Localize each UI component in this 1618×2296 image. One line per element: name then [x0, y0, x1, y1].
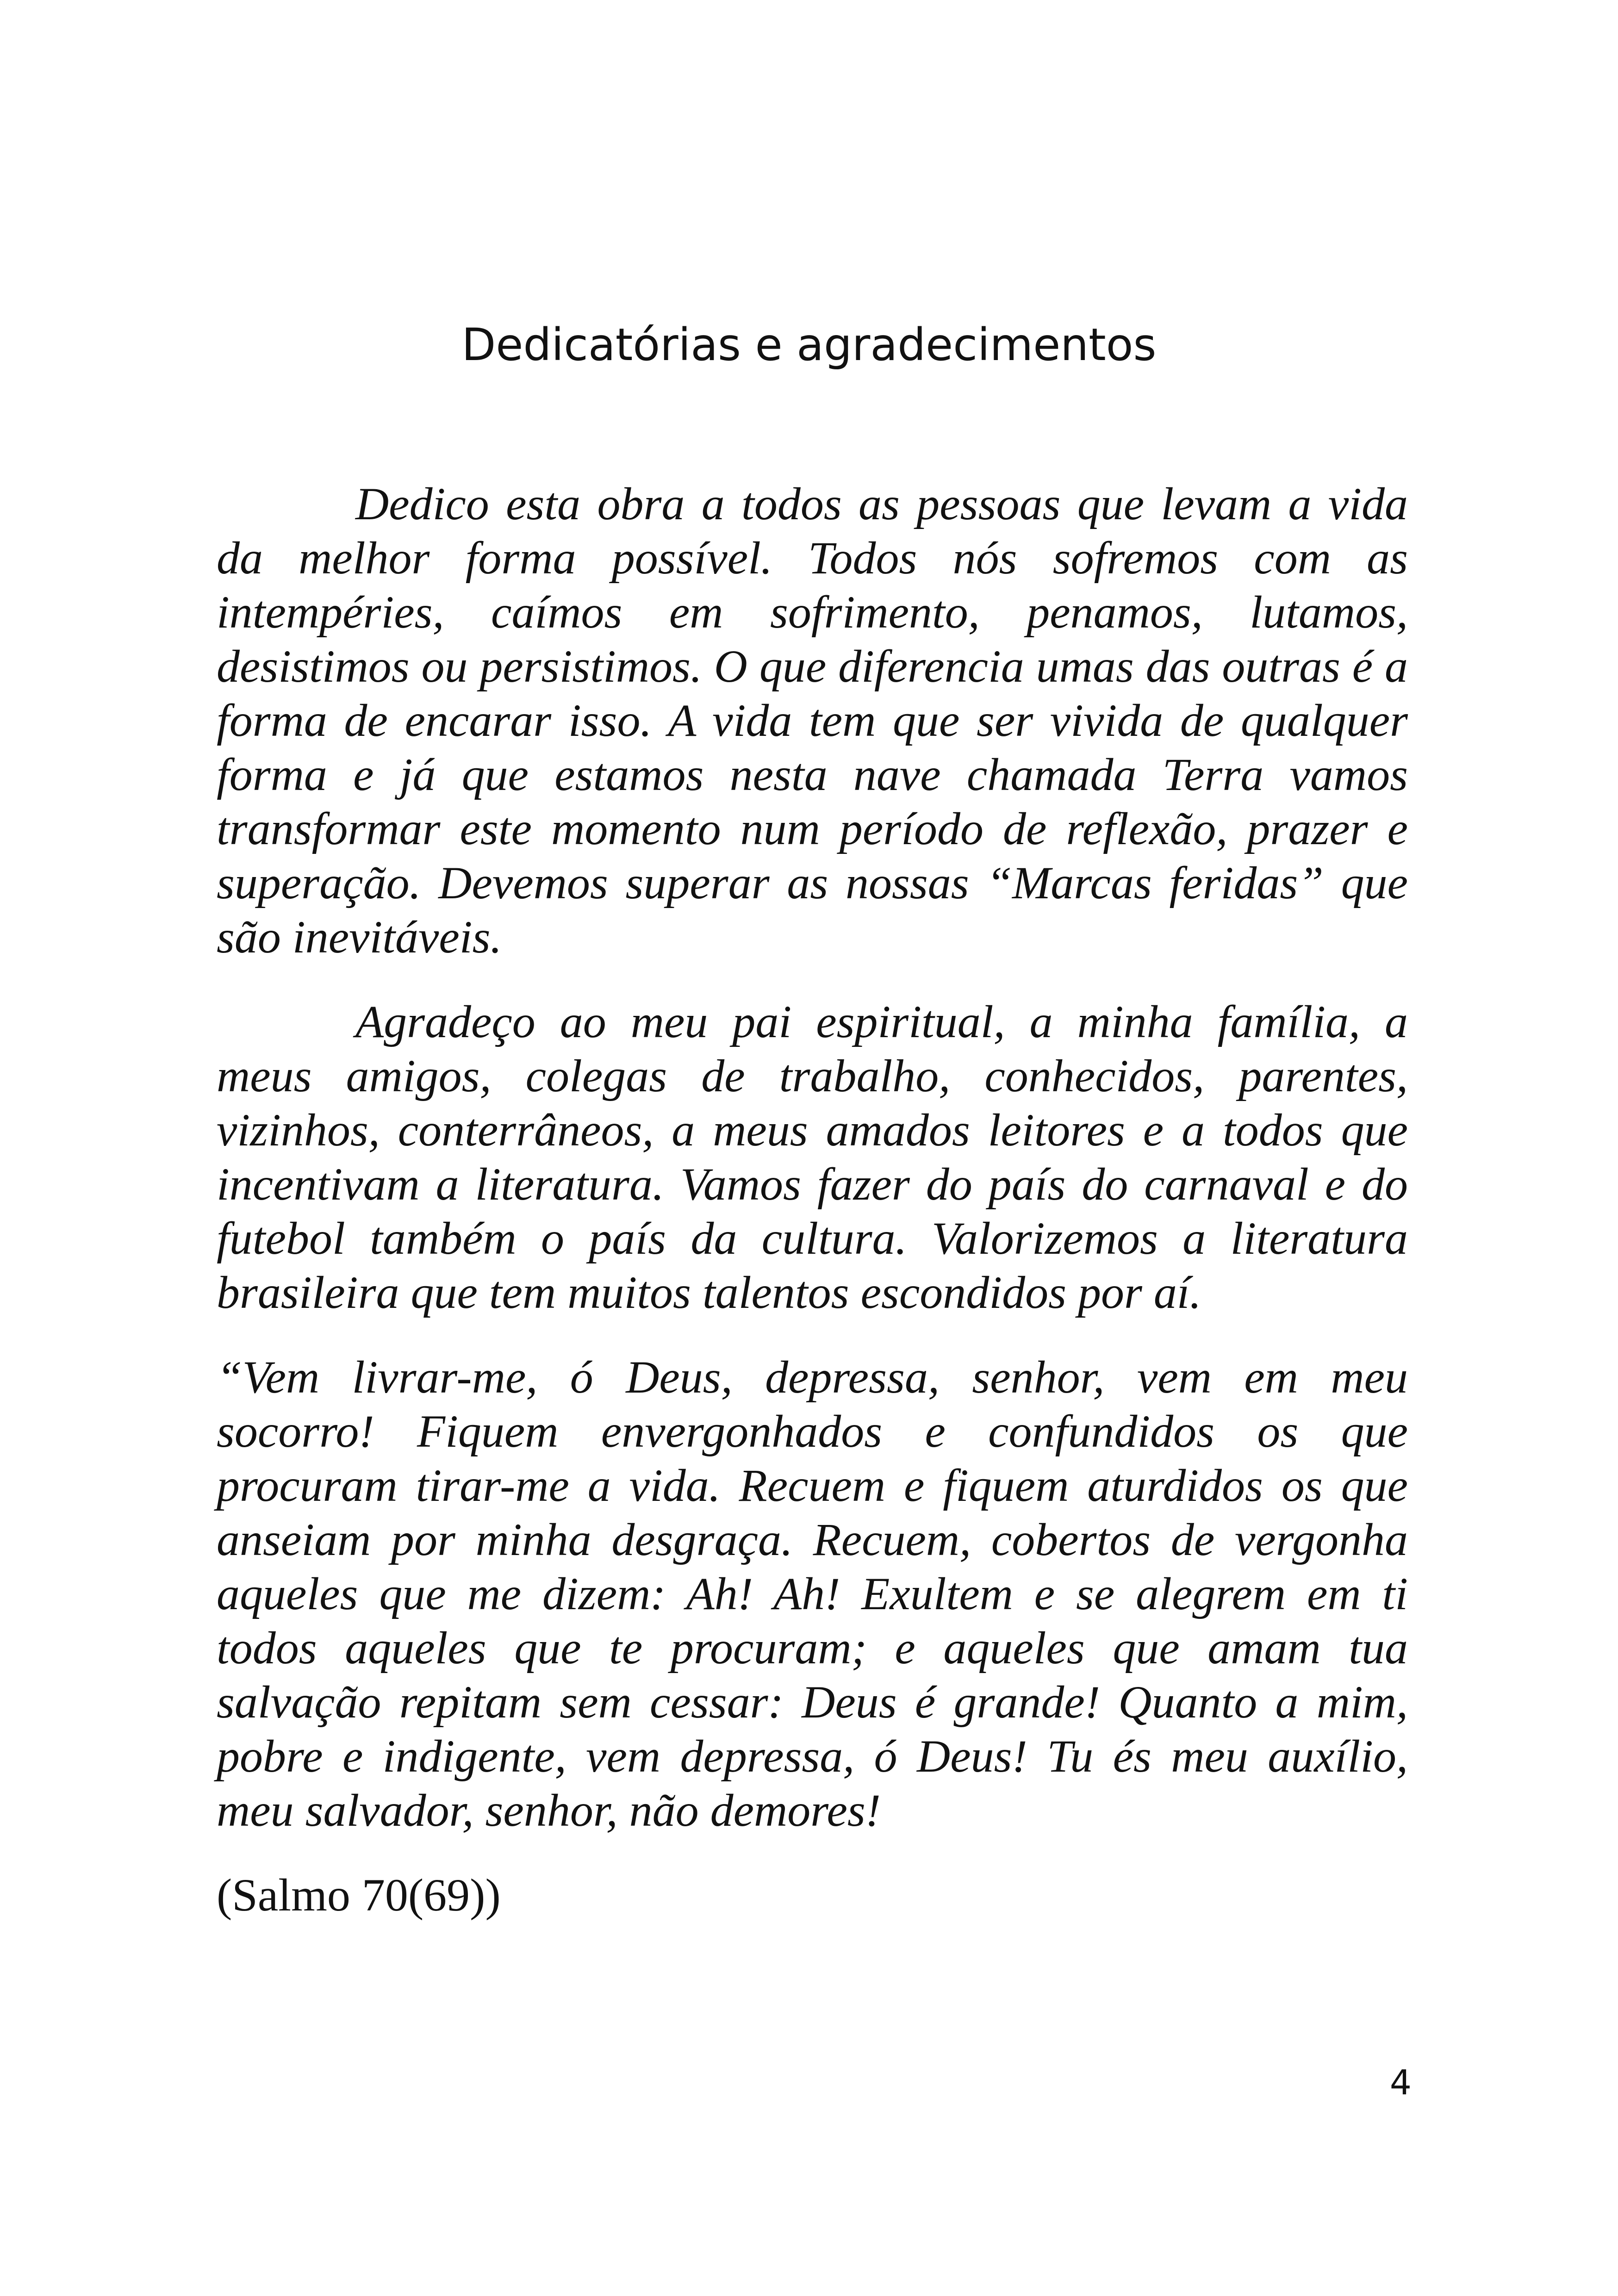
psalm-citation: (Salmo 70(69)): [217, 1869, 501, 1921]
page-number: 4: [1389, 2063, 1412, 2103]
body-text: [217, 477, 1408, 1922]
dedication-paragraph: Dedico esta obra a todos as pessoas que levam a vida da melhor forma possível. Todos nós sofremos com as intempéries, caímos em sofrimento, penamos, lutamos, desistimos ou persistimos. O que diferencia umas das outras é a forma de encarar isso. A vida tem que ser vivida de qualquer forma e já que estamos nesta nave chamada Terra vamos transformar este momento num período de reflexão, prazer e superação. Devemos superar as nossas “Marcas feridas” que são inevitáveis.: [217, 478, 1408, 963]
psalm-quote-paragraph: “Vem livrar-me, ó Deus, depressa, senhor, vem em meu socorro! Fiquem envergonhados e confundidos os que procuram tirar-me a vida. Recuem e fiquem aturdidos os que anseiam por minha desgraça. Recuem, cobertos de vergonha aqueles que me dizem: Ah! Ah! Exultem e se alegrem em ti todos aqueles que te procuram; e aqueles que amam tua salvação repitam sem cessar: Deus é grande! Quanto a mim, pobre e indigente, vem depressa, ó Deus! Tu és meu auxílio, meu salvador, senhor, não demores!: [217, 1351, 1408, 1836]
page-title: Dedicatórias e agradecimentos: [461, 319, 1157, 371]
acknowledgements-paragraph: Agradeço ao meu pai espiritual, a minha família, a meus amigos, colegas de trabalho, conhecidos, parentes, vizinhos, conterrâneos, a meus amados leitores e a todos que incentivam a literatura. Vamos fazer do país do carnaval e do futebol também o país da cultura. Valorizemos a literatura brasileira que tem muitos talentos escondidos por aí.: [217, 996, 1408, 1318]
